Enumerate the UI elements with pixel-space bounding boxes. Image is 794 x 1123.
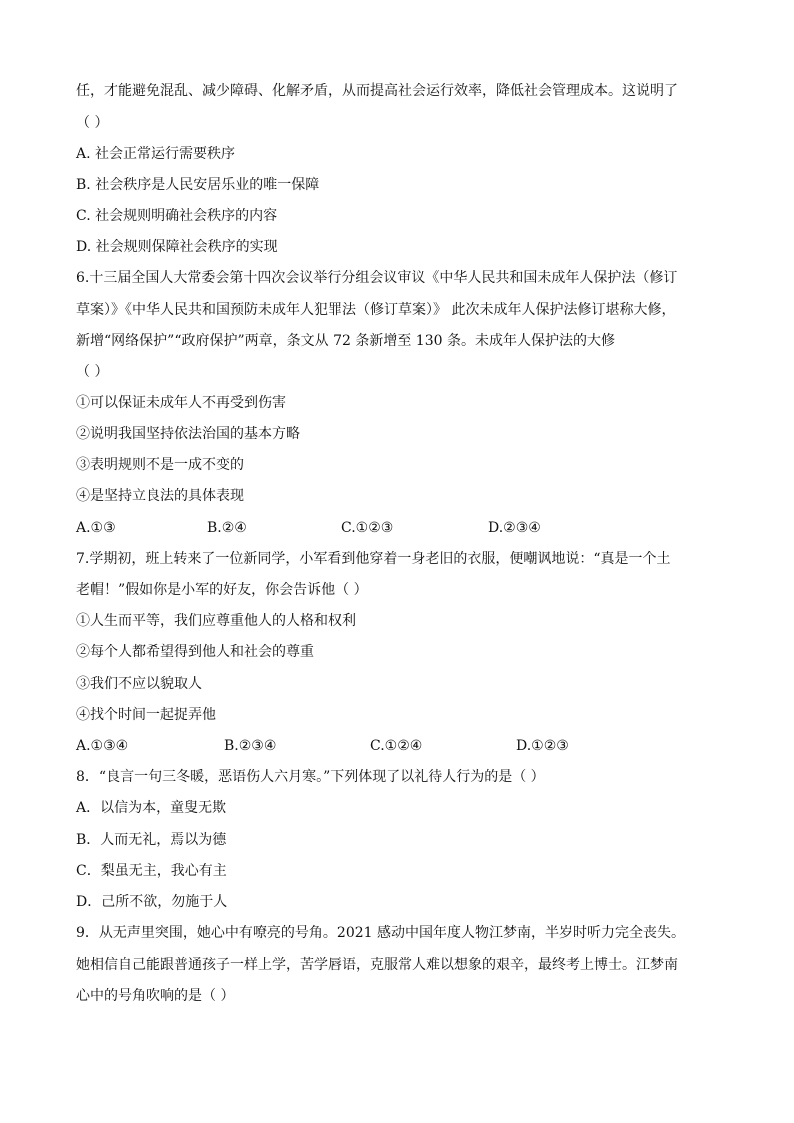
q6-choice-d: D.②③④ <box>488 520 541 536</box>
q6-stem-line-2: 草案）》《中华人民共和国预防未成年人犯罪法（修订草案）》 此次未成年人保护法修订堪称大修， <box>76 302 676 318</box>
q9-stem-line-2: 她相信自己能跟普通孩子一样上学，苦学唇语，克服常人难以想象的艰辛，最终考上博士。江梦南 <box>76 957 678 973</box>
q5-answer-bracket: （ ） <box>76 115 109 131</box>
q5-option-b: B. 社会秩序是人民安居乐业的唯一保障 <box>76 177 320 193</box>
q6-choice-a: A.①③ <box>76 520 116 536</box>
q8-option-b: B．人而无礼，焉以为德 <box>76 832 227 848</box>
q6-choice-b: B.②④ <box>207 520 247 536</box>
q8-option-a: A．以信为本，童叟无欺 <box>76 800 227 816</box>
q6-statement-4: ④是坚持立良法的具体表现 <box>76 488 244 504</box>
q6-answer-bracket: （ ） <box>76 364 109 380</box>
q7-stem-line-1: 7.学期初，班上转来了一位新同学，小军看到他穿着一身老旧的衣服，便嘲讽地说：“真是一个土 <box>76 551 671 567</box>
q6-statement-2: ②说明我国坚持依法治国的基本方略 <box>76 426 300 442</box>
q5-option-d: D. 社会规则保障社会秩序的实现 <box>76 239 278 255</box>
q7-choice-d: D.①②③ <box>516 738 569 754</box>
q9-stem-line-1: 9．从无声里突围，她心中有嘹亮的号角。2021 感动中国年度人物江梦南，半岁时听力完全丧失。 <box>76 925 685 941</box>
q8-option-d: D．己所不欲，勿施于人 <box>76 894 228 910</box>
q7-choice-b: B.②③④ <box>224 738 277 754</box>
q9-stem-line-3: 心中的号角吹响的是（ ） <box>76 988 235 1004</box>
q6-stem-line-3: 新增“网络保护”“政府保护”两章，条文从 72 条新增至 130 条。未成年人保护法的大修 <box>76 333 615 349</box>
q8-option-c: C．梨虽无主，我心有主 <box>76 863 227 879</box>
q7-statement-3: ③我们不应以貌取人 <box>76 676 202 692</box>
q7-statement-1: ①人生而平等，我们应尊重他人的人格和权利 <box>76 613 356 629</box>
q5-stem-line-1: 任，才能避免混乱、减少障碍、化解矛盾，从而提高社会运行效率，降低社会管理成本。这说明了 <box>76 83 678 99</box>
q7-choice-c: C.①②④ <box>370 738 423 754</box>
q8-stem: 8．“良言一句三冬暖，恶语伤人六月寒。”下列体现了以礼待人行为的是（ ） <box>76 769 545 785</box>
q7-stem-line-2: 老帽！”假如你是小军的好友，你会告诉他（ ） <box>76 582 368 598</box>
q6-stem-line-1: 6.十三届全国人大常委会第十四次会议举行分组会议审议《中华人民共和国未成年人保护法（修订 <box>76 270 678 286</box>
q6-statement-3: ③表明规则不是一成不变的 <box>76 457 244 473</box>
q5-option-c: C. 社会规则明确社会秩序的内容 <box>76 208 278 224</box>
q7-statement-2: ②每个人都希望得到他人和社会的尊重 <box>76 644 314 660</box>
q7-statement-4: ④找个时间一起捉弄他 <box>76 707 216 723</box>
q5-option-a: A. 社会正常运行需要秩序 <box>76 146 236 162</box>
q6-statement-1: ①可以保证未成年人不再受到伤害 <box>76 395 286 411</box>
q7-choice-a: A.①③④ <box>76 738 129 754</box>
q6-choice-c: C.①②③ <box>341 520 394 536</box>
